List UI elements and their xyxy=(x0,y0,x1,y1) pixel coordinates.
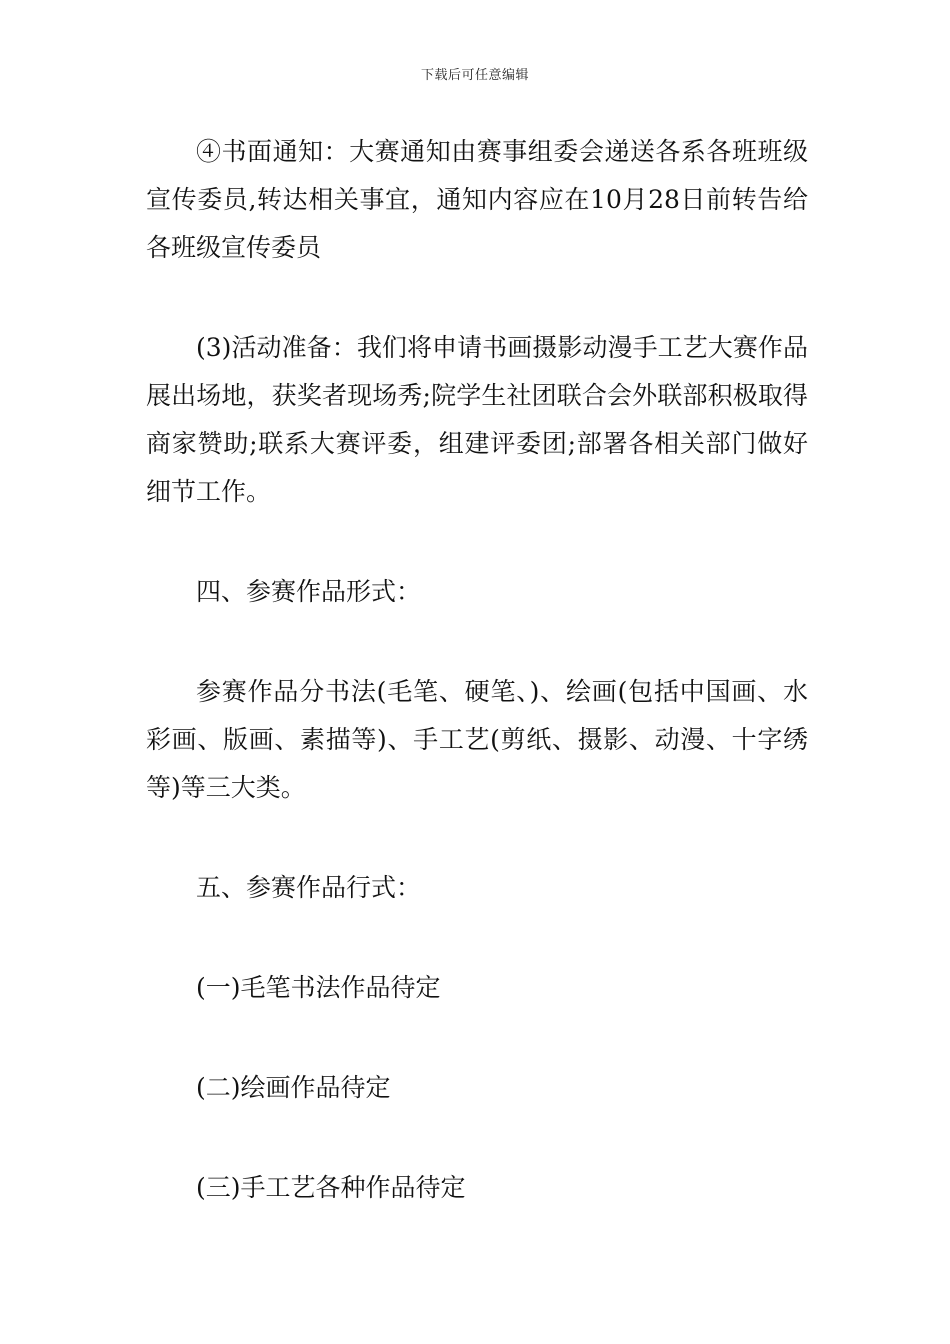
paragraph-written-notice: ④书面通知：大赛通知由赛事组委会递送各系各班班级宣传委员,转达相关事宜，通知内容应在10月28日前转告给各班级宣传委员 xyxy=(146,137,808,262)
paragraph-entry-categories: 参赛作品分书法(毛笔、硬笔、)、绘画(包括中国画、水彩画、版画、素描等)、手工艺(剪纸、摄影、动漫、十字绣等)等三大类。 xyxy=(146,677,808,802)
document-body xyxy=(146,128,808,1212)
paragraph-activity-preparation: (3)活动准备：我们将申请书画摄影动漫手工艺大赛作品展出场地，获奖者现场秀;院学生社团联合会外联部积极取得商家赞助;联系大赛评委，组建评委团;部署各相关部门做好细节工作。 xyxy=(146,333,808,506)
section-heading-entry-format: 五、参赛作品行式： xyxy=(196,873,422,902)
list-item-painting: (二)绘画作品待定 xyxy=(196,1073,391,1102)
page-header: 下载后可任意编辑 xyxy=(420,68,529,83)
list-item-handicraft: (三)手工艺各种作品待定 xyxy=(196,1173,466,1202)
list-item-calligraphy: (一)毛笔书法作品待定 xyxy=(196,973,441,1002)
section-heading-entry-form: 四、参赛作品形式： xyxy=(196,577,422,606)
